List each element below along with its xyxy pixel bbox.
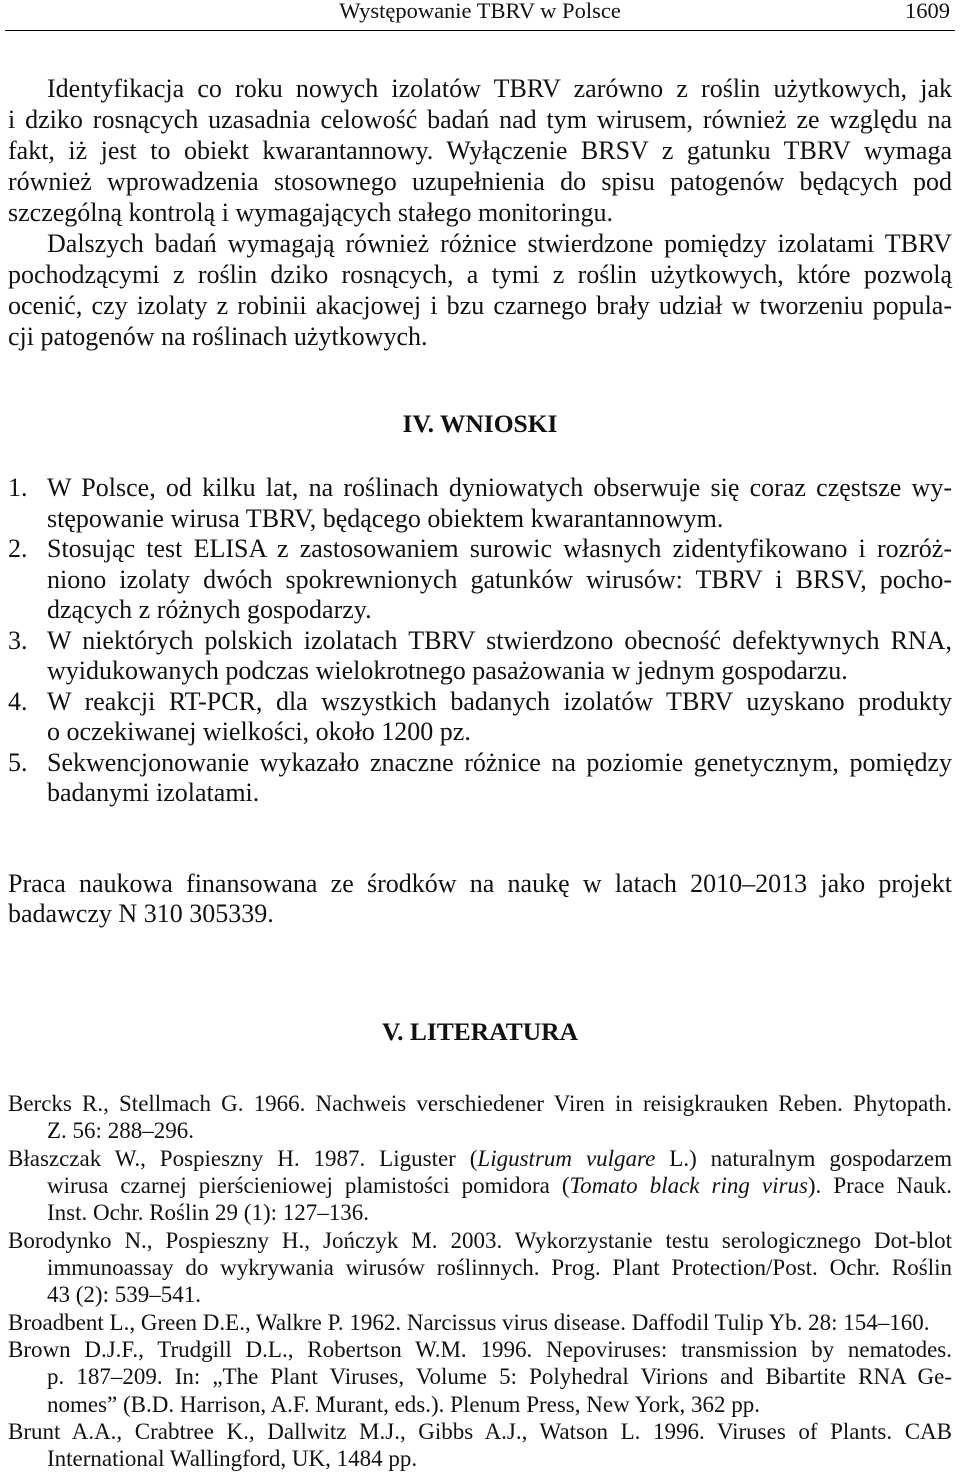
conclusions-list	[8, 473, 952, 809]
reference-entry	[8, 1090, 952, 1145]
text-line: Stosując test ELISA z zastosowaniem surowic własnych zidentyfikowano i rozróż-	[47, 534, 952, 563]
text-segment: L.) naturalnym gospodarzem	[655, 1145, 952, 1171]
text-line: Praca naukowa finansowana ze środków na naukę w latach 2010–2013 jako projekt	[8, 869, 952, 898]
paragraph	[8, 73, 952, 228]
conclusion-item	[8, 534, 952, 626]
reference-entry	[8, 1145, 952, 1227]
text-line: niono izolaty dwóch spokrewnionych gatunków wirusów: TBRV i BRSV, pocho-	[47, 564, 952, 594]
text-line: W Polsce, od kilku lat, na roślinach dyniowatych obserwuje się coraz częstsze wy-	[47, 473, 952, 502]
text-line: ocenić, czy izolaty z robinii akacjowej i bzu czarnego brały udział w tworzeniu popula-	[8, 291, 952, 320]
text-line: International Wallingford, UK, 1484 pp.	[47, 1446, 418, 1472]
text-segment: ). Prace Nauk.	[807, 1173, 952, 1199]
text-line: fakt, iż jest to obiekt kwarantannowy. Wyłączenie BRSV z gatunku TBRV wymaga	[8, 136, 952, 165]
text-line: Identyfikacja co roku nowych izolatów TBRV zarówno z roślin użytkowych, jak	[47, 74, 952, 103]
text-line: Brunt A.A., Crabtree K., Dallwitz M.J., Gibbs A.J., Watson L. 1996. Viruses of Plants. CAB	[8, 1419, 952, 1445]
item-text	[47, 748, 952, 809]
reference-entry	[8, 1336, 952, 1418]
item-number: 1.	[8, 473, 28, 502]
running-title: Występowanie TBRV w Polsce	[339, 0, 621, 23]
text-line: szczególną kontrolą i wymagających stałego monitoringu.	[8, 198, 614, 227]
item-number: 4.	[8, 686, 28, 716]
item-text	[47, 687, 952, 748]
funding-note	[8, 869, 952, 929]
text-line: stępowanie wirusa TBRV, będącego obiektem kwarantannowym.	[47, 503, 724, 533]
paragraph	[8, 228, 952, 352]
running-header	[5, 0, 955, 31]
text-line: o oczekiwanej wielkości, około 1200 pz.	[47, 717, 471, 746]
text-line: p. 187–209. In: „The Plant Viruses, Volume 5: Polyhedral Virions and Bibartite RNA Ge-	[47, 1364, 952, 1390]
text-line: nomes” (B.D. Harrison, A.F. Murant, eds.). Plenum Press, New York, 362 pp.	[47, 1391, 761, 1417]
item-number: 5.	[8, 747, 28, 777]
text-segment: Błaszczak W., Pospieszny H. 1987. Liguster (	[8, 1145, 478, 1171]
page-number: 1609	[905, 0, 950, 23]
item-text	[47, 534, 952, 626]
text-line: Sekwencjonowanie wykazało znaczne różnice na poziomie genetycznym, pomiędzy	[47, 747, 952, 777]
conclusion-item	[8, 687, 952, 748]
text-line: 43 (2): 539–541.	[47, 1282, 201, 1308]
text-line: immunoassay do wykrywania wirusów roślinnych. Prog. Plant Protection/Post. Ochr. Roślin	[47, 1255, 952, 1281]
text-line: badawczy N 310 305339.	[8, 899, 274, 928]
text-line: W reakcji RT-PCR, dla wszystkich badanych izolatów TBRV uzyskano produkty	[47, 686, 952, 716]
text-line	[8, 1145, 952, 1172]
body-text	[8, 73, 952, 352]
section-heading-references: V. LITERATURA	[381, 1017, 579, 1046]
reference-list	[8, 1090, 952, 1473]
text-line: Inst. Ochr. Roślin 29 (1): 127–136.	[47, 1200, 369, 1226]
text-line: Bercks R., Stellmach G. 1966. Nachweis verschiedener Viren in reisigkrauken Reben. Phytopath.	[8, 1091, 952, 1116]
text-line: cji patogenów na roślinach użytkowych.	[8, 322, 428, 351]
text-segment: wirusa czarnej pierścieniowej plamistości pomidora (	[47, 1173, 570, 1199]
text-line: Z. 56: 288–296.	[47, 1118, 194, 1144]
text-line: badanymi izolatami.	[47, 778, 260, 807]
text-line: Broadbent L., Green D.E., Walkre P. 1962. Narcissus virus disease. Daffodil Tulip Yb. 28: 154–160.	[8, 1309, 930, 1335]
text-line	[47, 1172, 952, 1199]
item-number: 2.	[8, 534, 28, 563]
item-text	[47, 626, 952, 687]
text-line: i dziko rosnących uzasadnia celowość badań nad tym wirusem, również ze względu na	[8, 105, 952, 134]
text-line: Brown D.J.F., Trudgill D.L., Robertson W.M. 1996. Nepoviruses: transmission by nematodes.	[8, 1337, 952, 1363]
text-line: wyidukowanych podczas wielokrotnego pasażowania w jednym gospodarzu.	[47, 656, 848, 685]
text-line: Borodynko N., Pospieszny H., Jończyk M. 2003. Wykorzystanie testu serologicznego Dot-blot	[8, 1227, 952, 1253]
item-number: 3.	[8, 625, 28, 655]
text-line: W niektórych polskich izolatach TBRV stwierdzono obecność defektywnych RNA,	[47, 625, 952, 655]
item-text	[47, 473, 952, 534]
text-line: dzących z różnych gospodarzy.	[47, 595, 372, 624]
conclusion-item	[8, 626, 952, 687]
text-line: Dalszych badań wymagają również różnice stwierdzone pomiędzy izolatami TBRV	[47, 229, 952, 258]
conclusion-item	[8, 473, 952, 534]
italic-term: Ligustrum vulgare	[477, 1145, 656, 1171]
reference-entry	[8, 1227, 952, 1309]
text-line: pochodzącymi z roślin dziko rosnących, a tymi z roślin użytkowych, które pozwolą	[8, 260, 952, 289]
reference-entry	[8, 1418, 952, 1473]
italic-term: Tomato black ring virus	[569, 1173, 808, 1199]
section-heading-conclusions: IV. WNIOSKI	[402, 409, 558, 438]
text-line: również wprowadzenia stosownego uzupełnienia do spisu patogenów będących pod	[8, 167, 952, 196]
reference-entry	[8, 1309, 952, 1336]
conclusion-item	[8, 748, 952, 809]
